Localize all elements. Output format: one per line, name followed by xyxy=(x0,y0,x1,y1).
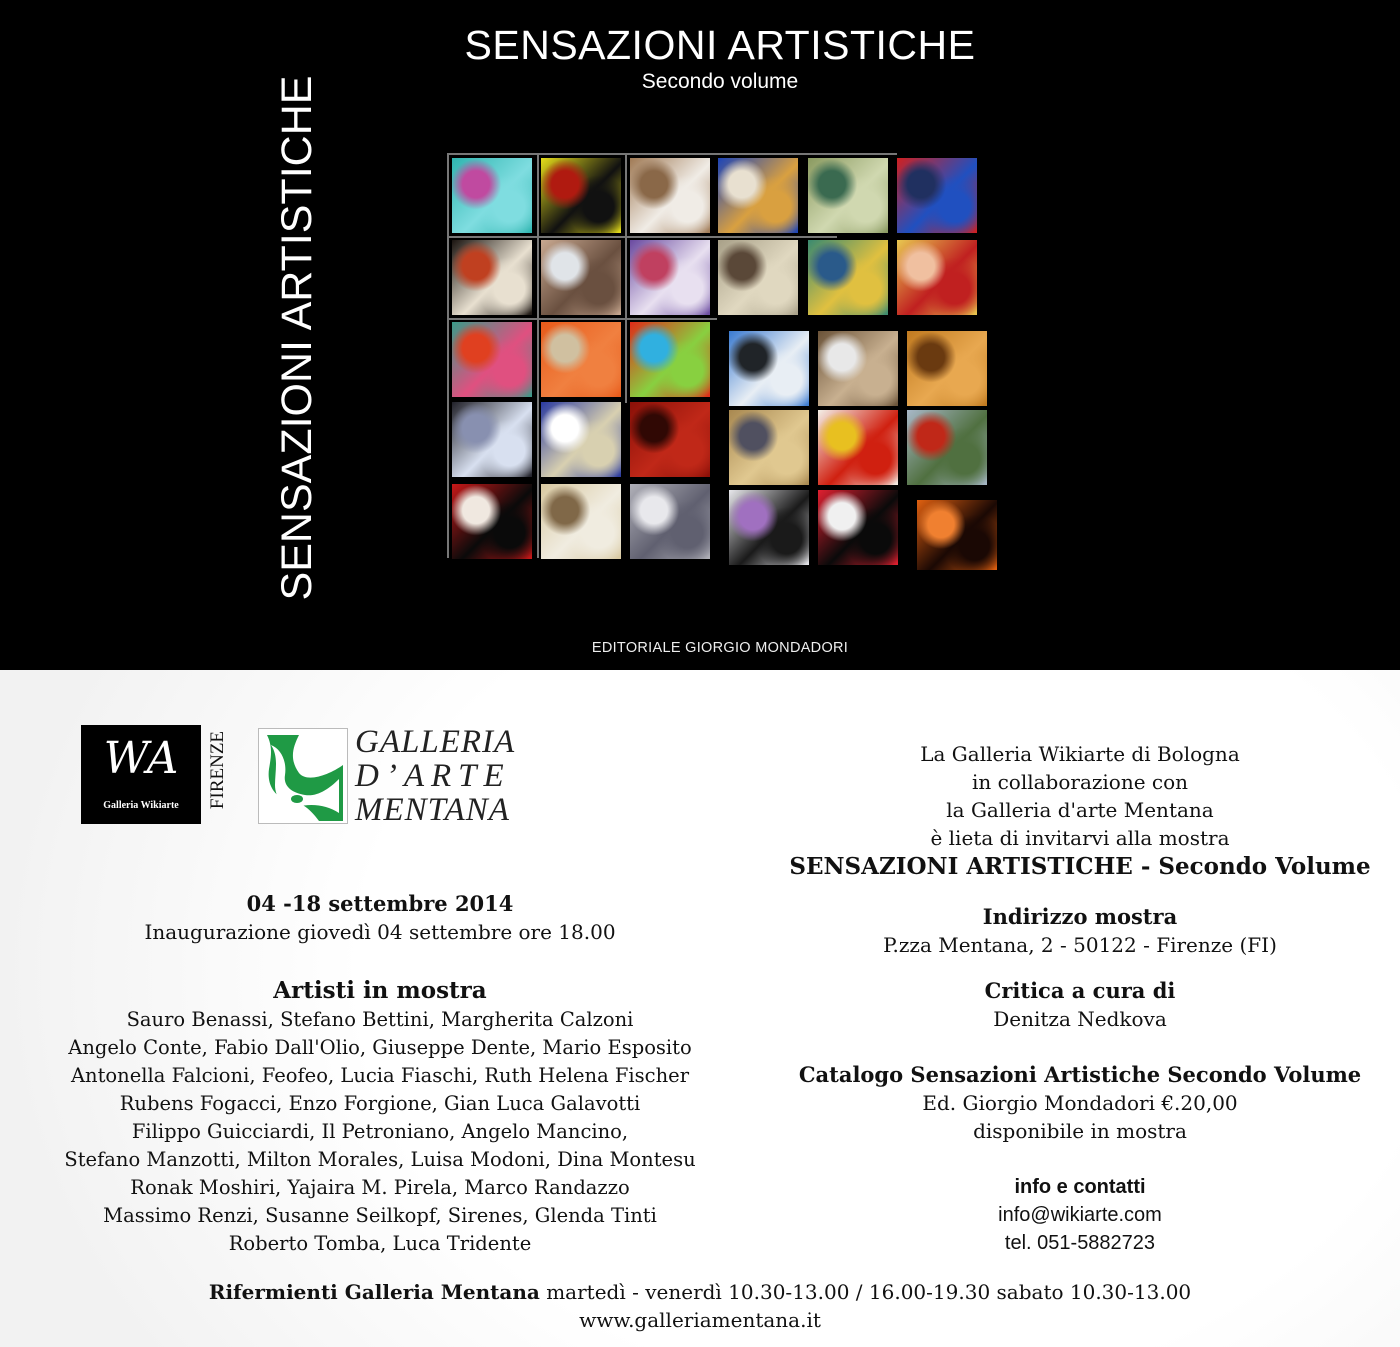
frame-line xyxy=(625,153,627,403)
cover-publisher: EDITORIALE GIORGIO MONDADORI xyxy=(591,640,849,656)
invitation-line: la Galleria d'arte Mentana xyxy=(946,798,1214,822)
invitation-line: è lieta di invitarvi alla mostra xyxy=(930,826,1230,850)
cover-subtitle: Secondo volume xyxy=(641,70,799,93)
yellow-splatter-painting xyxy=(541,158,621,233)
sleeping-figure-on-flowers-painting xyxy=(541,484,621,559)
invitation-line: in collaborazione con xyxy=(971,770,1189,794)
white-rose-painting xyxy=(452,402,532,477)
artist-line: Antonella Falcioni, Feofeo, Lucia Fiaschi, Ruth Helena Fischer xyxy=(70,1064,690,1087)
artist-line: Angelo Conte, Fabio Dall'Olio, Giuseppe Dente, Mario Esposito xyxy=(68,1036,692,1059)
gallery-hours-footer xyxy=(0,1278,1400,1334)
artist-line: Rubens Fogacci, Enzo Forgione, Gian Luca Galavotti xyxy=(119,1092,641,1115)
address-value: P.zza Mentana, 2 - 50122 - Firenze (FI) xyxy=(883,933,1277,957)
turquoise-waves-painting xyxy=(452,158,532,233)
blue-figures-on-red-painting xyxy=(897,158,977,233)
book-cover xyxy=(0,0,1400,670)
orange-brown-abstract-painting xyxy=(907,331,987,406)
frame-line xyxy=(447,236,837,238)
pink-orchid-painting xyxy=(452,322,532,397)
artist-line: Massimo Renzi, Susanne Seilkopf, Sirenes, Glenda Tinti xyxy=(103,1204,657,1227)
hours-value: martedì - venerdì 10.30-13.00 / 16.00-19.30 sabato 10.30-13.00 xyxy=(539,1280,1192,1304)
mentana-line-2: D’ARTE xyxy=(355,758,511,794)
address-block xyxy=(760,903,1400,959)
woman-with-long-hair-painting xyxy=(897,240,977,315)
artists-heading: Artisti in mostra xyxy=(273,977,487,1004)
invitation-line: La Galleria Wikiarte di Bologna xyxy=(920,742,1240,766)
grid-with-flowers-painting xyxy=(452,240,532,315)
dark-red-texture-painting xyxy=(630,402,710,477)
mentana-emblem-icon xyxy=(258,728,348,824)
poppy-field-landscape-painting xyxy=(907,410,987,485)
contacts-block xyxy=(760,1173,1400,1257)
contact-phone[interactable]: tel. 051-5882723 xyxy=(1004,1232,1156,1254)
orange-black-stripes-painting xyxy=(917,500,997,570)
contacts-heading: info e contatti xyxy=(1014,1176,1146,1198)
mentana-line-1: GALLERIA xyxy=(355,724,516,760)
gallery-website-link[interactable]: www.galleriamentana.it xyxy=(579,1308,821,1332)
green-yellow-swirl-painting xyxy=(808,240,888,315)
frame-line xyxy=(447,153,449,558)
dates-block xyxy=(30,890,730,946)
green-abstract-painting xyxy=(808,158,888,233)
frame-line xyxy=(537,153,539,558)
old-man-with-cigar-painting xyxy=(541,240,621,315)
cover-title: SENSAZIONI ARTISTICHE xyxy=(464,22,976,68)
exhibition-title: SENSAZIONI ARTISTICHE - Secondo Volume xyxy=(789,853,1371,880)
wikiarte-monogram: WA xyxy=(103,733,179,784)
catalog-availability: disponibile in mostra xyxy=(973,1119,1187,1143)
red-black-white-collage-painting xyxy=(452,484,532,559)
blue-mosaic-painting xyxy=(541,402,621,477)
figure-over-blue-sea-painting xyxy=(718,158,798,233)
golden-shards-painting xyxy=(729,410,809,485)
artists-block xyxy=(30,976,730,1258)
mentana-line-3: MENTANA xyxy=(355,792,510,828)
opening-info: Inaugurazione giovedì 04 settembre ore 18.00 xyxy=(144,920,616,944)
cover-spine-title: SENSAZIONI ARTISTICHE xyxy=(273,75,321,601)
frame-line xyxy=(447,318,717,320)
critic-block xyxy=(760,977,1400,1033)
frame-line xyxy=(447,153,897,155)
artist-line: Filippo Guicciardi, Il Petroniano, Angelo Mancino, xyxy=(131,1120,629,1143)
figure-at-easel-painting xyxy=(818,331,898,406)
hours-line xyxy=(0,1278,1400,1306)
critic-heading: Critica a cura di xyxy=(984,978,1176,1003)
hours-label: Rifermienti Galleria Mentana xyxy=(208,1280,540,1304)
wikiarte-logo xyxy=(81,725,201,824)
red-with-black-figure-painting xyxy=(818,490,898,565)
white-figure-on-brown-painting xyxy=(630,158,710,233)
purple-white-abstract-painting xyxy=(630,240,710,315)
contact-email[interactable]: info@wikiarte.com xyxy=(998,1204,1162,1226)
address-heading: Indirizzo mostra xyxy=(982,904,1178,929)
catalog-heading: Catalogo Sensazioni Artistiche Secondo Volume xyxy=(798,1062,1362,1087)
mentana-city-label: FIRENZE xyxy=(207,730,228,810)
artist-line: Sauro Benassi, Stefano Bettini, Margherita Calzoni xyxy=(126,1008,634,1031)
women-with-mosaic-cross-painting xyxy=(718,240,798,315)
critic-name: Denitza Nedkova xyxy=(993,1007,1167,1031)
grey-cloudy-abstract-painting xyxy=(630,484,710,559)
date-range: 04 -18 settembre 2014 xyxy=(246,891,514,916)
artists-list xyxy=(30,1006,730,1258)
red-flowers-on-white-painting xyxy=(818,410,898,485)
green-screen-on-red-painting xyxy=(630,322,710,397)
artist-line: Stefano Manzotti, Milton Morales, Luisa Modoni, Dina Montesu xyxy=(64,1148,696,1171)
girl-with-big-eyes-painting xyxy=(729,490,809,565)
artist-line: Roberto Tomba, Luca Tridente xyxy=(228,1232,532,1255)
orange-with-structure-painting xyxy=(541,322,621,397)
catalog-publisher-price: Ed. Giorgio Mondadori €.20,00 xyxy=(922,1091,1238,1115)
mentana-wordmark xyxy=(355,725,535,827)
artist-line: Ronak Moshiri, Yajaira M. Pirela, Marco Randazzo xyxy=(130,1176,630,1199)
invitation-lines xyxy=(760,740,1400,852)
wikiarte-caption: Galleria Wikiarte xyxy=(103,800,179,811)
invitation-card xyxy=(0,670,1400,1347)
catalog-block xyxy=(760,1061,1400,1145)
invitation-text xyxy=(760,740,1400,882)
earth-from-moon-painting xyxy=(729,331,809,406)
